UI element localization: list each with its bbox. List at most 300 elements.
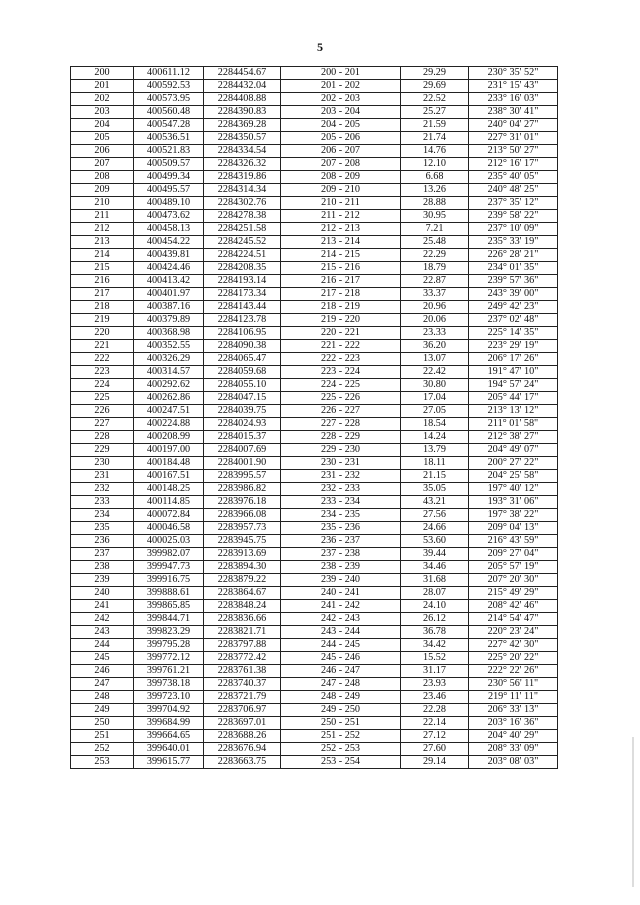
- distance-cell: 25.48: [401, 236, 469, 249]
- table-row: [71, 522, 558, 535]
- y-coordinate-cell: 2284007.69: [204, 444, 281, 457]
- x-coordinate-cell: 400573.95: [134, 93, 204, 106]
- point-number-cell: 247: [71, 678, 134, 691]
- bearing-cell: 203° 08' 03": [469, 756, 558, 769]
- x-coordinate-cell: 399947.73: [134, 561, 204, 574]
- bearing-cell: 235° 40' 05": [469, 171, 558, 184]
- x-coordinate-cell: 399865.85: [134, 600, 204, 613]
- y-coordinate-cell: 2283663.75: [204, 756, 281, 769]
- y-coordinate-cell: 2284319.86: [204, 171, 281, 184]
- y-coordinate-cell: 2283848.24: [204, 600, 281, 613]
- distance-cell: 27.60: [401, 743, 469, 756]
- distance-cell: 6.68: [401, 171, 469, 184]
- page-edge-mark: [632, 737, 634, 887]
- bearing-cell: 209° 04' 13": [469, 522, 558, 535]
- y-coordinate-cell: 2284001.90: [204, 457, 281, 470]
- bearing-cell: 211° 01' 58": [469, 418, 558, 431]
- point-number-cell: 234: [71, 509, 134, 522]
- bearing-cell: 215° 49' 29": [469, 587, 558, 600]
- table-row: [71, 379, 558, 392]
- bearing-cell: 204° 49' 07": [469, 444, 558, 457]
- x-coordinate-cell: 399916.75: [134, 574, 204, 587]
- point-number-cell: 233: [71, 496, 134, 509]
- x-coordinate-cell: 399723.10: [134, 691, 204, 704]
- distance-cell: 22.28: [401, 704, 469, 717]
- point-number-cell: 229: [71, 444, 134, 457]
- bearing-cell: 206° 33' 13": [469, 704, 558, 717]
- table-row: [71, 704, 558, 717]
- table-row: [71, 405, 558, 418]
- bearing-cell: 239° 57' 36": [469, 275, 558, 288]
- x-coordinate-cell: 400560.48: [134, 106, 204, 119]
- bearing-cell: 213° 50' 27": [469, 145, 558, 158]
- table-row: [71, 600, 558, 613]
- table-row: [71, 366, 558, 379]
- x-coordinate-cell: 400184.48: [134, 457, 204, 470]
- bearing-cell: 213° 13' 12": [469, 405, 558, 418]
- x-coordinate-cell: 399684.99: [134, 717, 204, 730]
- point-number-cell: 226: [71, 405, 134, 418]
- bearing-cell: 233° 16' 03": [469, 93, 558, 106]
- y-coordinate-cell: 2283676.94: [204, 743, 281, 756]
- y-coordinate-cell: 2284224.51: [204, 249, 281, 262]
- segment-cell: 223 - 224: [281, 366, 401, 379]
- point-number-cell: 220: [71, 327, 134, 340]
- segment-cell: 213 - 214: [281, 236, 401, 249]
- point-number-cell: 242: [71, 613, 134, 626]
- distance-cell: 36.78: [401, 626, 469, 639]
- y-coordinate-cell: 2283706.97: [204, 704, 281, 717]
- y-coordinate-cell: 2284314.34: [204, 184, 281, 197]
- y-coordinate-cell: 2284143.44: [204, 301, 281, 314]
- y-coordinate-cell: 2283721.79: [204, 691, 281, 704]
- segment-cell: 229 - 230: [281, 444, 401, 457]
- y-coordinate-cell: 2284278.38: [204, 210, 281, 223]
- table-row: [71, 535, 558, 548]
- segment-cell: 251 - 252: [281, 730, 401, 743]
- coordinates-table-body: [71, 67, 558, 769]
- point-number-cell: 224: [71, 379, 134, 392]
- distance-cell: 22.42: [401, 366, 469, 379]
- point-number-cell: 201: [71, 80, 134, 93]
- x-coordinate-cell: 400072.84: [134, 509, 204, 522]
- bearing-cell: 197° 38' 22": [469, 509, 558, 522]
- x-coordinate-cell: 400379.89: [134, 314, 204, 327]
- distance-cell: 17.04: [401, 392, 469, 405]
- table-row: [71, 470, 558, 483]
- segment-cell: 208 - 209: [281, 171, 401, 184]
- distance-cell: 23.46: [401, 691, 469, 704]
- bearing-cell: 191° 47' 10": [469, 366, 558, 379]
- bearing-cell: 227° 42' 30": [469, 639, 558, 652]
- y-coordinate-cell: 2283957.73: [204, 522, 281, 535]
- table-row: [71, 236, 558, 249]
- distance-cell: 30.95: [401, 210, 469, 223]
- table-row: [71, 184, 558, 197]
- table-row: [71, 158, 558, 171]
- table-row: [71, 509, 558, 522]
- segment-cell: 237 - 238: [281, 548, 401, 561]
- segment-cell: 249 - 250: [281, 704, 401, 717]
- y-coordinate-cell: 2284245.52: [204, 236, 281, 249]
- x-coordinate-cell: 400114.85: [134, 496, 204, 509]
- bearing-cell: 194° 57' 24": [469, 379, 558, 392]
- bearing-cell: 206° 17' 26": [469, 353, 558, 366]
- bearing-cell: 207° 20' 30": [469, 574, 558, 587]
- distance-cell: 22.14: [401, 717, 469, 730]
- point-number-cell: 200: [71, 67, 134, 80]
- distance-cell: 22.87: [401, 275, 469, 288]
- table-row: [71, 652, 558, 665]
- point-number-cell: 251: [71, 730, 134, 743]
- segment-cell: 252 - 253: [281, 743, 401, 756]
- point-number-cell: 245: [71, 652, 134, 665]
- distance-cell: 18.54: [401, 418, 469, 431]
- x-coordinate-cell: 399888.61: [134, 587, 204, 600]
- x-coordinate-cell: 400509.57: [134, 158, 204, 171]
- point-number-cell: 238: [71, 561, 134, 574]
- distance-cell: 29.14: [401, 756, 469, 769]
- segment-cell: 239 - 240: [281, 574, 401, 587]
- segment-cell: 236 - 237: [281, 535, 401, 548]
- bearing-cell: 227° 31' 01": [469, 132, 558, 145]
- y-coordinate-cell: 2284015.37: [204, 431, 281, 444]
- table-row: [71, 119, 558, 132]
- x-coordinate-cell: 400387.16: [134, 301, 204, 314]
- distance-cell: 25.27: [401, 106, 469, 119]
- table-row: [71, 210, 558, 223]
- point-number-cell: 230: [71, 457, 134, 470]
- table-row: [71, 626, 558, 639]
- y-coordinate-cell: 2284123.78: [204, 314, 281, 327]
- point-number-cell: 209: [71, 184, 134, 197]
- segment-cell: 242 - 243: [281, 613, 401, 626]
- table-row: [71, 262, 558, 275]
- table-row: [71, 639, 558, 652]
- y-coordinate-cell: 2284251.58: [204, 223, 281, 236]
- x-coordinate-cell: 400439.81: [134, 249, 204, 262]
- table-row: [71, 275, 558, 288]
- x-coordinate-cell: 400352.55: [134, 340, 204, 353]
- y-coordinate-cell: 2284039.75: [204, 405, 281, 418]
- x-coordinate-cell: 399640.01: [134, 743, 204, 756]
- point-number-cell: 223: [71, 366, 134, 379]
- distance-cell: 13.26: [401, 184, 469, 197]
- x-coordinate-cell: 400197.00: [134, 444, 204, 457]
- table-row: [71, 327, 558, 340]
- table-row: [71, 392, 558, 405]
- segment-cell: 253 - 254: [281, 756, 401, 769]
- y-coordinate-cell: 2284334.54: [204, 145, 281, 158]
- segment-cell: 200 - 201: [281, 67, 401, 80]
- point-number-cell: 246: [71, 665, 134, 678]
- distance-cell: 23.33: [401, 327, 469, 340]
- bearing-cell: 222° 22' 26": [469, 665, 558, 678]
- y-coordinate-cell: 2284350.57: [204, 132, 281, 145]
- table-row: [71, 483, 558, 496]
- table-row: [71, 145, 558, 158]
- segment-cell: 233 - 234: [281, 496, 401, 509]
- y-coordinate-cell: 2283864.67: [204, 587, 281, 600]
- y-coordinate-cell: 2284302.76: [204, 197, 281, 210]
- segment-cell: 220 - 221: [281, 327, 401, 340]
- segment-cell: 230 - 231: [281, 457, 401, 470]
- x-coordinate-cell: 400592.53: [134, 80, 204, 93]
- segment-cell: 243 - 244: [281, 626, 401, 639]
- y-coordinate-cell: 2283772.42: [204, 652, 281, 665]
- bearing-cell: 223° 29' 19": [469, 340, 558, 353]
- distance-cell: 22.52: [401, 93, 469, 106]
- point-number-cell: 208: [71, 171, 134, 184]
- x-coordinate-cell: 400547.28: [134, 119, 204, 132]
- distance-cell: 28.07: [401, 587, 469, 600]
- x-coordinate-cell: 400208.99: [134, 431, 204, 444]
- point-number-cell: 243: [71, 626, 134, 639]
- bearing-cell: 200° 27' 22": [469, 457, 558, 470]
- distance-cell: 36.20: [401, 340, 469, 353]
- bearing-cell: 208° 33' 09": [469, 743, 558, 756]
- distance-cell: 14.24: [401, 431, 469, 444]
- bearing-cell: 226° 28' 21": [469, 249, 558, 262]
- point-number-cell: 241: [71, 600, 134, 613]
- segment-cell: 250 - 251: [281, 717, 401, 730]
- bearing-cell: 237° 02' 48": [469, 314, 558, 327]
- distance-cell: 18.79: [401, 262, 469, 275]
- segment-cell: 202 - 203: [281, 93, 401, 106]
- distance-cell: 27.05: [401, 405, 469, 418]
- y-coordinate-cell: 2283945.75: [204, 535, 281, 548]
- table-row: [71, 561, 558, 574]
- distance-cell: 14.76: [401, 145, 469, 158]
- y-coordinate-cell: 2284408.88: [204, 93, 281, 106]
- y-coordinate-cell: 2283966.08: [204, 509, 281, 522]
- x-coordinate-cell: 400046.58: [134, 522, 204, 535]
- x-coordinate-cell: 399795.28: [134, 639, 204, 652]
- point-number-cell: 218: [71, 301, 134, 314]
- distance-cell: 15.52: [401, 652, 469, 665]
- table-row: [71, 756, 558, 769]
- table-row: [71, 223, 558, 236]
- segment-cell: 247 - 248: [281, 678, 401, 691]
- segment-cell: 207 - 208: [281, 158, 401, 171]
- y-coordinate-cell: 2284065.47: [204, 353, 281, 366]
- point-number-cell: 231: [71, 470, 134, 483]
- y-coordinate-cell: 2283740.37: [204, 678, 281, 691]
- bearing-cell: 225° 14' 35": [469, 327, 558, 340]
- point-number-cell: 219: [71, 314, 134, 327]
- segment-cell: 216 - 217: [281, 275, 401, 288]
- point-number-cell: 221: [71, 340, 134, 353]
- x-coordinate-cell: 400368.98: [134, 327, 204, 340]
- y-coordinate-cell: 2284390.83: [204, 106, 281, 119]
- bearing-cell: 234° 01' 35": [469, 262, 558, 275]
- y-coordinate-cell: 2283688.26: [204, 730, 281, 743]
- point-number-cell: 248: [71, 691, 134, 704]
- segment-cell: 224 - 225: [281, 379, 401, 392]
- y-coordinate-cell: 2284106.95: [204, 327, 281, 340]
- table-row: [71, 730, 558, 743]
- point-number-cell: 212: [71, 223, 134, 236]
- bearing-cell: 205° 57' 19": [469, 561, 558, 574]
- point-number-cell: 222: [71, 353, 134, 366]
- table-row: [71, 171, 558, 184]
- y-coordinate-cell: 2284024.93: [204, 418, 281, 431]
- point-number-cell: 236: [71, 535, 134, 548]
- distance-cell: 13.79: [401, 444, 469, 457]
- bearing-cell: 193° 31' 06": [469, 496, 558, 509]
- segment-cell: 211 - 212: [281, 210, 401, 223]
- y-coordinate-cell: 2283836.66: [204, 613, 281, 626]
- distance-cell: 7.21: [401, 223, 469, 236]
- y-coordinate-cell: 2284059.68: [204, 366, 281, 379]
- y-coordinate-cell: 2284326.32: [204, 158, 281, 171]
- page-number: 5: [317, 40, 323, 54]
- bearing-cell: 219° 11' 11": [469, 691, 558, 704]
- segment-cell: 228 - 229: [281, 431, 401, 444]
- distance-cell: 31.68: [401, 574, 469, 587]
- bearing-cell: 212° 16' 17": [469, 158, 558, 171]
- bearing-cell: 230° 56' 11": [469, 678, 558, 691]
- segment-cell: 219 - 220: [281, 314, 401, 327]
- segment-cell: 238 - 239: [281, 561, 401, 574]
- bearing-cell: 204° 25' 58": [469, 470, 558, 483]
- distance-cell: 31.17: [401, 665, 469, 678]
- table-row: [71, 743, 558, 756]
- bearing-cell: 208° 42' 46": [469, 600, 558, 613]
- bearing-cell: 237° 35' 12": [469, 197, 558, 210]
- x-coordinate-cell: 400536.51: [134, 132, 204, 145]
- point-number-cell: 225: [71, 392, 134, 405]
- segment-cell: 245 - 246: [281, 652, 401, 665]
- distance-cell: 18.11: [401, 457, 469, 470]
- distance-cell: 33.37: [401, 288, 469, 301]
- bearing-cell: 225° 20' 22": [469, 652, 558, 665]
- bearing-cell: 216° 43' 59": [469, 535, 558, 548]
- table-row: [71, 353, 558, 366]
- segment-cell: 232 - 233: [281, 483, 401, 496]
- y-coordinate-cell: 2284369.28: [204, 119, 281, 132]
- y-coordinate-cell: 2283995.57: [204, 470, 281, 483]
- table-row: [71, 301, 558, 314]
- x-coordinate-cell: 400224.88: [134, 418, 204, 431]
- point-number-cell: 207: [71, 158, 134, 171]
- point-number-cell: 240: [71, 587, 134, 600]
- point-number-cell: 213: [71, 236, 134, 249]
- segment-cell: 227 - 228: [281, 418, 401, 431]
- bearing-cell: 243° 39' 00": [469, 288, 558, 301]
- table-row: [71, 132, 558, 145]
- table-row: [71, 444, 558, 457]
- distance-cell: 26.12: [401, 613, 469, 626]
- x-coordinate-cell: 400473.62: [134, 210, 204, 223]
- bearing-cell: 231° 15' 43": [469, 80, 558, 93]
- distance-cell: 24.10: [401, 600, 469, 613]
- x-coordinate-cell: 400025.03: [134, 535, 204, 548]
- table-row: [71, 249, 558, 262]
- distance-cell: 20.96: [401, 301, 469, 314]
- x-coordinate-cell: 400262.86: [134, 392, 204, 405]
- point-number-cell: 203: [71, 106, 134, 119]
- bearing-cell: 197° 40' 12": [469, 483, 558, 496]
- bearing-cell: 212° 38' 27": [469, 431, 558, 444]
- x-coordinate-cell: 399823.29: [134, 626, 204, 639]
- distance-cell: 27.56: [401, 509, 469, 522]
- distance-cell: 29.29: [401, 67, 469, 80]
- distance-cell: 21.59: [401, 119, 469, 132]
- x-coordinate-cell: 400495.57: [134, 184, 204, 197]
- bearing-cell: 220° 23' 24": [469, 626, 558, 639]
- point-number-cell: 252: [71, 743, 134, 756]
- x-coordinate-cell: 400611.12: [134, 67, 204, 80]
- point-number-cell: 214: [71, 249, 134, 262]
- segment-cell: 215 - 216: [281, 262, 401, 275]
- y-coordinate-cell: 2284193.14: [204, 275, 281, 288]
- x-coordinate-cell: 399844.71: [134, 613, 204, 626]
- segment-cell: 246 - 247: [281, 665, 401, 678]
- point-number-cell: 202: [71, 93, 134, 106]
- x-coordinate-cell: 400167.51: [134, 470, 204, 483]
- distance-cell: 53.60: [401, 535, 469, 548]
- point-number-cell: 244: [71, 639, 134, 652]
- x-coordinate-cell: 400292.62: [134, 379, 204, 392]
- y-coordinate-cell: 2284047.15: [204, 392, 281, 405]
- x-coordinate-cell: 400521.83: [134, 145, 204, 158]
- table-row: [71, 418, 558, 431]
- y-coordinate-cell: 2283697.01: [204, 717, 281, 730]
- x-coordinate-cell: 400247.51: [134, 405, 204, 418]
- x-coordinate-cell: 399738.18: [134, 678, 204, 691]
- x-coordinate-cell: 400314.57: [134, 366, 204, 379]
- table-row: [71, 691, 558, 704]
- point-number-cell: 205: [71, 132, 134, 145]
- distance-cell: 35.05: [401, 483, 469, 496]
- table-row: [71, 197, 558, 210]
- point-number-cell: 217: [71, 288, 134, 301]
- segment-cell: 244 - 245: [281, 639, 401, 652]
- segment-cell: 248 - 249: [281, 691, 401, 704]
- bearing-cell: 209° 27' 04": [469, 548, 558, 561]
- x-coordinate-cell: 400326.29: [134, 353, 204, 366]
- distance-cell: 28.88: [401, 197, 469, 210]
- point-number-cell: 215: [71, 262, 134, 275]
- table-row: [71, 106, 558, 119]
- distance-cell: 39.44: [401, 548, 469, 561]
- segment-cell: 226 - 227: [281, 405, 401, 418]
- table-row: [71, 665, 558, 678]
- segment-cell: 235 - 236: [281, 522, 401, 535]
- distance-cell: 21.74: [401, 132, 469, 145]
- distance-cell: 23.93: [401, 678, 469, 691]
- distance-cell: 30.80: [401, 379, 469, 392]
- bearing-cell: 235° 33' 19": [469, 236, 558, 249]
- segment-cell: 210 - 211: [281, 197, 401, 210]
- table-row: [71, 574, 558, 587]
- point-number-cell: 232: [71, 483, 134, 496]
- segment-cell: 221 - 222: [281, 340, 401, 353]
- y-coordinate-cell: 2283894.30: [204, 561, 281, 574]
- table-row: [71, 717, 558, 730]
- distance-cell: 21.15: [401, 470, 469, 483]
- y-coordinate-cell: 2284208.35: [204, 262, 281, 275]
- bearing-cell: 205° 44' 17": [469, 392, 558, 405]
- point-number-cell: 228: [71, 431, 134, 444]
- segment-cell: 240 - 241: [281, 587, 401, 600]
- table-row: [71, 93, 558, 106]
- y-coordinate-cell: 2284432.04: [204, 80, 281, 93]
- table-row: [71, 613, 558, 626]
- x-coordinate-cell: 399982.07: [134, 548, 204, 561]
- segment-cell: 214 - 215: [281, 249, 401, 262]
